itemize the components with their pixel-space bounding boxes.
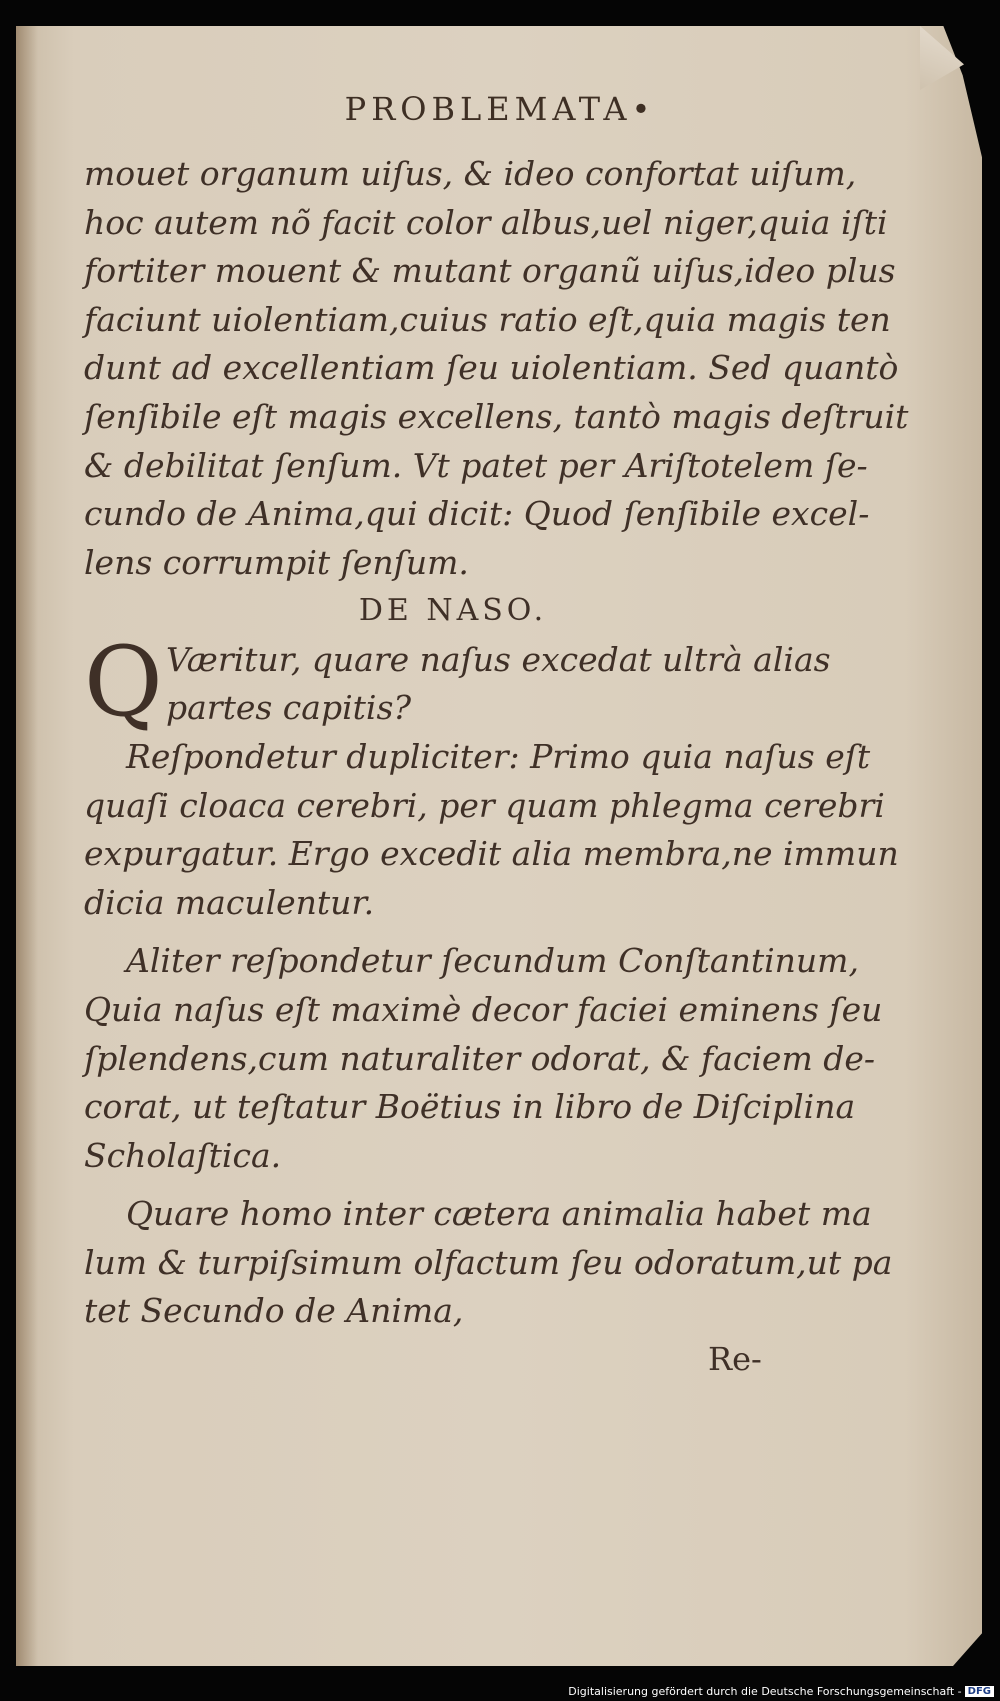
text-line: expurgatur. Ergo excedit alia membra,ne immun [84, 834, 899, 874]
catchword: Re- [708, 1340, 762, 1378]
text-line: ſenſibile eſt magis excellens, tantò magis deſtruit [84, 396, 909, 436]
drop-cap-initial: Q [84, 625, 163, 738]
text-line: ſplendens,cum naturaliter odorat, & faciem de- [84, 1038, 876, 1078]
text-line: dunt ad excellentiam ſeu uiolentiam. Sed quantò [84, 348, 899, 388]
text-line: dicia maculentur. [84, 882, 375, 922]
text-line: Quare homo inter cætera animalia habet ma [126, 1194, 872, 1234]
section-title: DE NASO. [358, 593, 548, 629]
text-line: & debilitat ſenſum. Vt patet per Ariſtotelem ſe- [84, 445, 868, 485]
text-line: lens corrumpit ſenſum. [84, 542, 469, 582]
text-line: Quia naſus eſt maximè decor faciei eminens ſeu [84, 989, 883, 1029]
text-line: partes capitis? [166, 687, 412, 727]
digitization-footer [568, 1685, 994, 1698]
text-line: lum & turpiſsimum olfactum ſeu odoratum,ut pa [84, 1242, 893, 1282]
text-line: Scholaſtica. [84, 1135, 282, 1175]
dfg-logo: DFG [965, 1686, 994, 1697]
text-line: Væritur, quare naſus excedat ultrà alias [166, 639, 831, 679]
text-line: fortiter mouent & mutant organũ uiſus,ideo plus [84, 251, 896, 291]
question-block [84, 625, 831, 738]
text-line: hoc autem nõ facit color albus,uel niger,quia iſti [84, 202, 888, 242]
text-line: faciunt uiolentiam,cuius ratio eſt,quia magis ten [84, 299, 891, 339]
text-line: Aliter reſpondetur ſecundum Conſtantinum, [126, 941, 859, 981]
text-line: quaſi cloaca cerebri, per quam phlegma cerebri [84, 785, 885, 825]
running-header-title: PROBLEMATA [344, 90, 632, 128]
header-mark: • [631, 90, 656, 128]
text-line: corat, ut teſtatur Boëtius in libro de Diſciplina [84, 1087, 856, 1127]
page-body [84, 150, 909, 1336]
footer-text: Digitalisierung gefördert durch die Deutsche Forschungsgemeinschaft - [568, 1685, 962, 1698]
text-line: cundo de Anima,qui dicit: Quod ſenſibile excel- [84, 494, 870, 534]
running-header [0, 90, 1000, 128]
text-line: mouet organum uiſus, & ideo confortat uiſum, [84, 154, 857, 193]
text-line: Reſpondetur dupliciter: Primo quia naſus eſt [126, 736, 871, 776]
text-line: tet Secundo de Anima, [84, 1291, 464, 1331]
